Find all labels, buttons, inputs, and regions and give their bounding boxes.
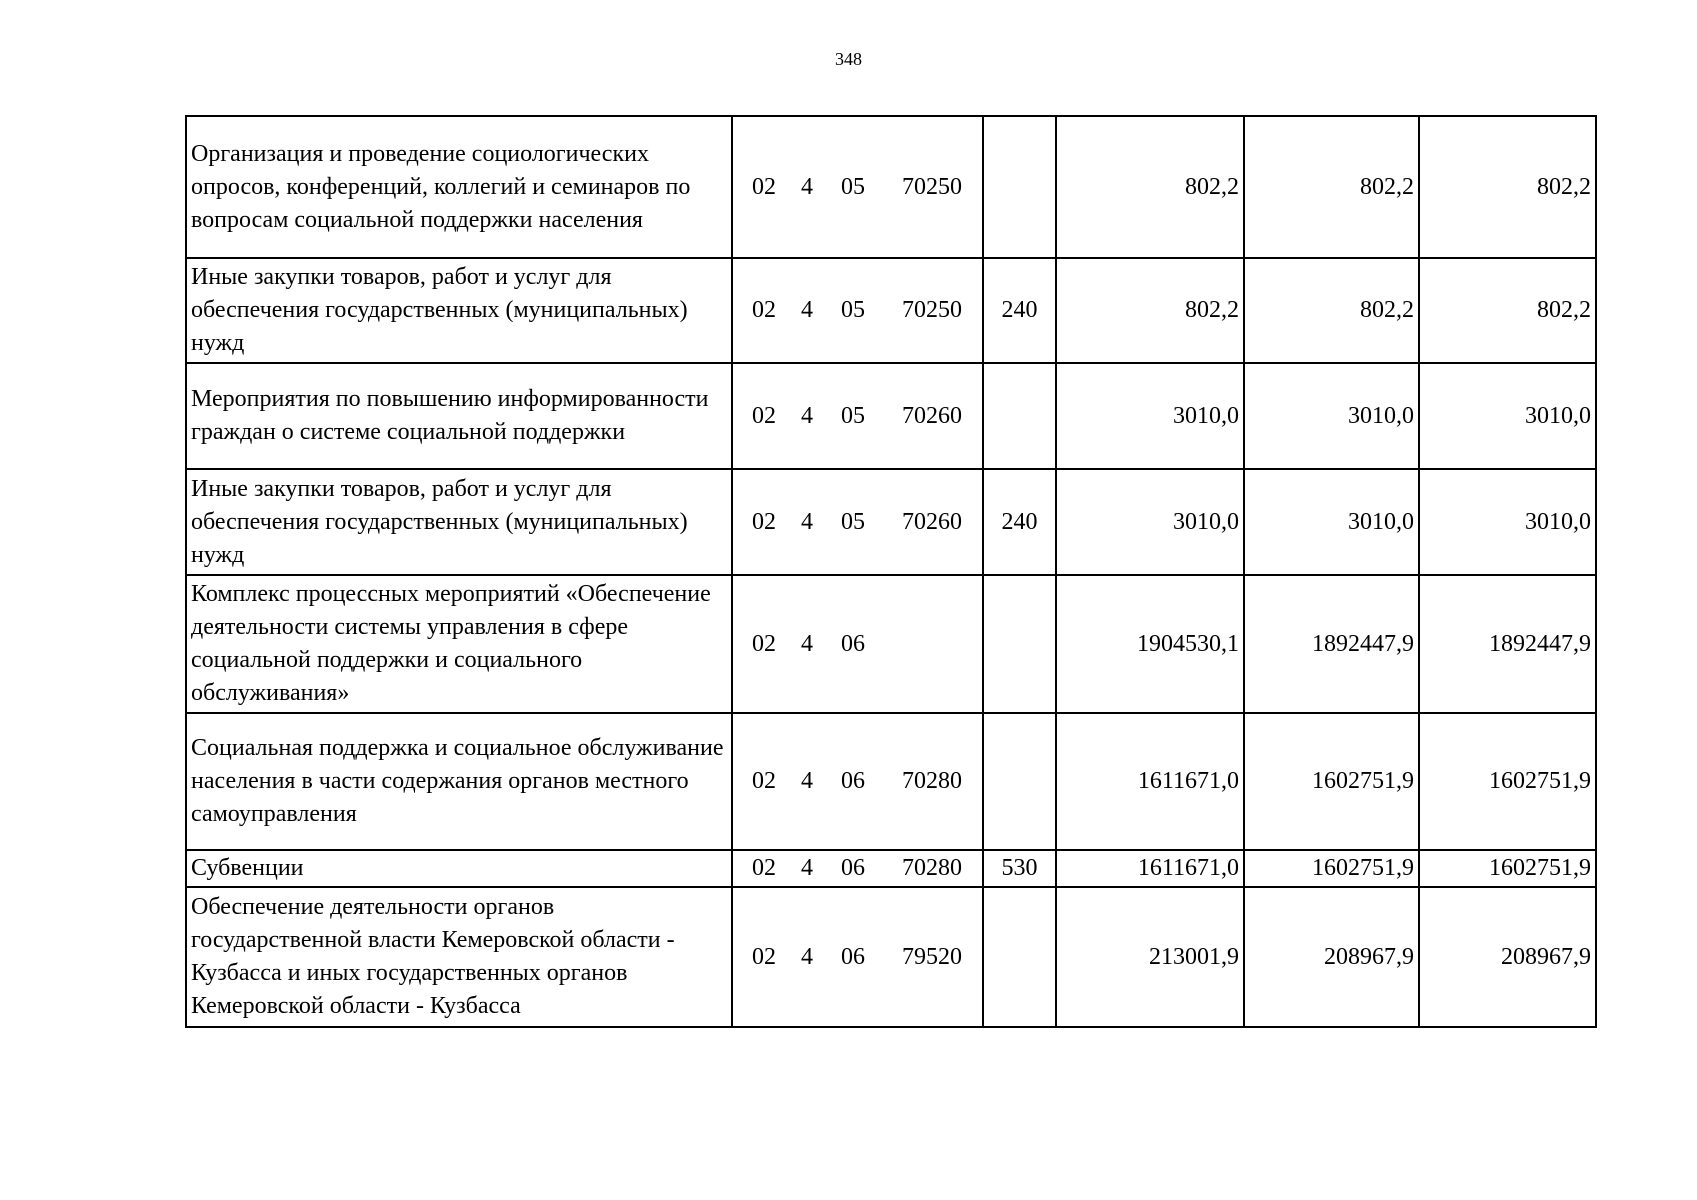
budget-table xyxy=(185,115,1597,1028)
amount-year-1: 1611671,0 xyxy=(1056,713,1244,850)
activity-code: 05 xyxy=(841,508,865,535)
table-row xyxy=(186,713,1596,850)
amount-year-2: 3010,0 xyxy=(1244,469,1419,575)
direction-code: 70260 xyxy=(902,402,962,429)
amount-year-1: 3010,0 xyxy=(1056,363,1244,469)
table-row xyxy=(186,469,1596,575)
budget-code xyxy=(732,887,983,1027)
amount-year-1: 3010,0 xyxy=(1056,469,1244,575)
expense-type xyxy=(983,363,1056,469)
program-code: 02 xyxy=(752,630,776,657)
direction-code: 70280 xyxy=(902,768,962,794)
activity-code: 05 xyxy=(841,173,865,200)
table-row xyxy=(186,575,1596,713)
direction-code: 70250 xyxy=(902,297,962,323)
amount-year-1: 802,2 xyxy=(1056,116,1244,258)
expense-type xyxy=(983,713,1056,850)
expense-type xyxy=(983,887,1056,1027)
amount-year-1: 802,2 xyxy=(1056,258,1244,363)
table-row xyxy=(186,258,1596,363)
row-name: Иные закупки товаров, работ и услуг для обеспечения государственных (муниципальных) нужд xyxy=(186,469,732,575)
program-code: 02 xyxy=(752,943,776,970)
amount-year-2: 1602751,9 xyxy=(1244,850,1419,887)
budget-code xyxy=(732,713,983,850)
amount-year-3: 802,2 xyxy=(1419,116,1596,258)
direction-code: 70260 xyxy=(902,508,962,535)
program-code: 02 xyxy=(752,402,776,429)
program-code: 02 xyxy=(752,768,776,794)
activity-code: 06 xyxy=(841,943,865,970)
expense-type xyxy=(983,575,1056,713)
table-row xyxy=(186,363,1596,469)
expense-type xyxy=(983,116,1056,258)
direction-code: 70250 xyxy=(902,173,962,200)
program-code: 02 xyxy=(752,855,776,881)
budget-code xyxy=(732,469,983,575)
amount-year-3: 1892447,9 xyxy=(1419,575,1596,713)
expense-type: 240 xyxy=(983,469,1056,575)
subprogram-code: 4 xyxy=(801,943,813,970)
amount-year-2: 802,2 xyxy=(1244,116,1419,258)
budget-code xyxy=(732,850,983,887)
page-number: 348 xyxy=(835,49,862,69)
expense-type: 530 xyxy=(983,850,1056,887)
amount-year-3: 208967,9 xyxy=(1419,887,1596,1027)
amount-year-2: 1892447,9 xyxy=(1244,575,1419,713)
amount-year-2: 802,2 xyxy=(1244,258,1419,363)
budget-code xyxy=(732,258,983,363)
row-name: Мероприятия по повышению информированности граждан о системе социальной поддержки xyxy=(186,363,732,469)
subprogram-code: 4 xyxy=(801,508,813,535)
subprogram-code: 4 xyxy=(801,630,813,657)
amount-year-3: 802,2 xyxy=(1419,258,1596,363)
direction-code: 70280 xyxy=(902,855,962,881)
amount-year-3: 1602751,9 xyxy=(1419,850,1596,887)
row-name: Субвенции xyxy=(186,850,732,887)
amount-year-1: 213001,9 xyxy=(1056,887,1244,1027)
subprogram-code: 4 xyxy=(801,297,813,323)
row-name: Социальная поддержка и социальное обслуживание населения в части содержания органов местного самоуправления xyxy=(186,713,732,850)
table-row xyxy=(186,116,1596,258)
budget-code xyxy=(732,363,983,469)
amount-year-2: 3010,0 xyxy=(1244,363,1419,469)
program-code: 02 xyxy=(752,508,776,535)
subprogram-code: 4 xyxy=(801,855,813,881)
activity-code: 05 xyxy=(841,297,865,323)
row-name: Комплекс процессных мероприятий «Обеспечение деятельности системы управления в сфере социальной поддержки и социального обслуживания» xyxy=(186,575,732,713)
amount-year-3: 3010,0 xyxy=(1419,469,1596,575)
subprogram-code: 4 xyxy=(801,173,813,200)
activity-code: 06 xyxy=(841,768,865,794)
amount-year-1: 1611671,0 xyxy=(1056,850,1244,887)
direction-code: 79520 xyxy=(902,943,962,970)
row-name: Иные закупки товаров, работ и услуг для обеспечения государственных (муниципальных) нужд xyxy=(186,258,732,363)
activity-code: 06 xyxy=(841,855,865,881)
row-name: Организация и проведение социологических опросов, конференций, коллегий и семинаров по вопросам социальной поддержки населения xyxy=(186,116,732,258)
amount-year-2: 1602751,9 xyxy=(1244,713,1419,850)
amount-year-3: 3010,0 xyxy=(1419,363,1596,469)
table-row xyxy=(186,850,1596,887)
table-row xyxy=(186,887,1596,1027)
amount-year-1: 1904530,1 xyxy=(1056,575,1244,713)
subprogram-code: 4 xyxy=(801,768,813,794)
program-code: 02 xyxy=(752,173,776,200)
budget-code xyxy=(732,116,983,258)
row-name: Обеспечение деятельности органов государственной власти Кемеровской области - Кузбасса и иных государственных органов Кемеровской области - Кузбасса xyxy=(186,887,732,1027)
activity-code: 06 xyxy=(841,630,865,657)
amount-year-3: 1602751,9 xyxy=(1419,713,1596,850)
activity-code: 05 xyxy=(841,402,865,429)
program-code: 02 xyxy=(752,297,776,323)
budget-code xyxy=(732,575,983,713)
subprogram-code: 4 xyxy=(801,402,813,429)
amount-year-2: 208967,9 xyxy=(1244,887,1419,1027)
expense-type: 240 xyxy=(983,258,1056,363)
